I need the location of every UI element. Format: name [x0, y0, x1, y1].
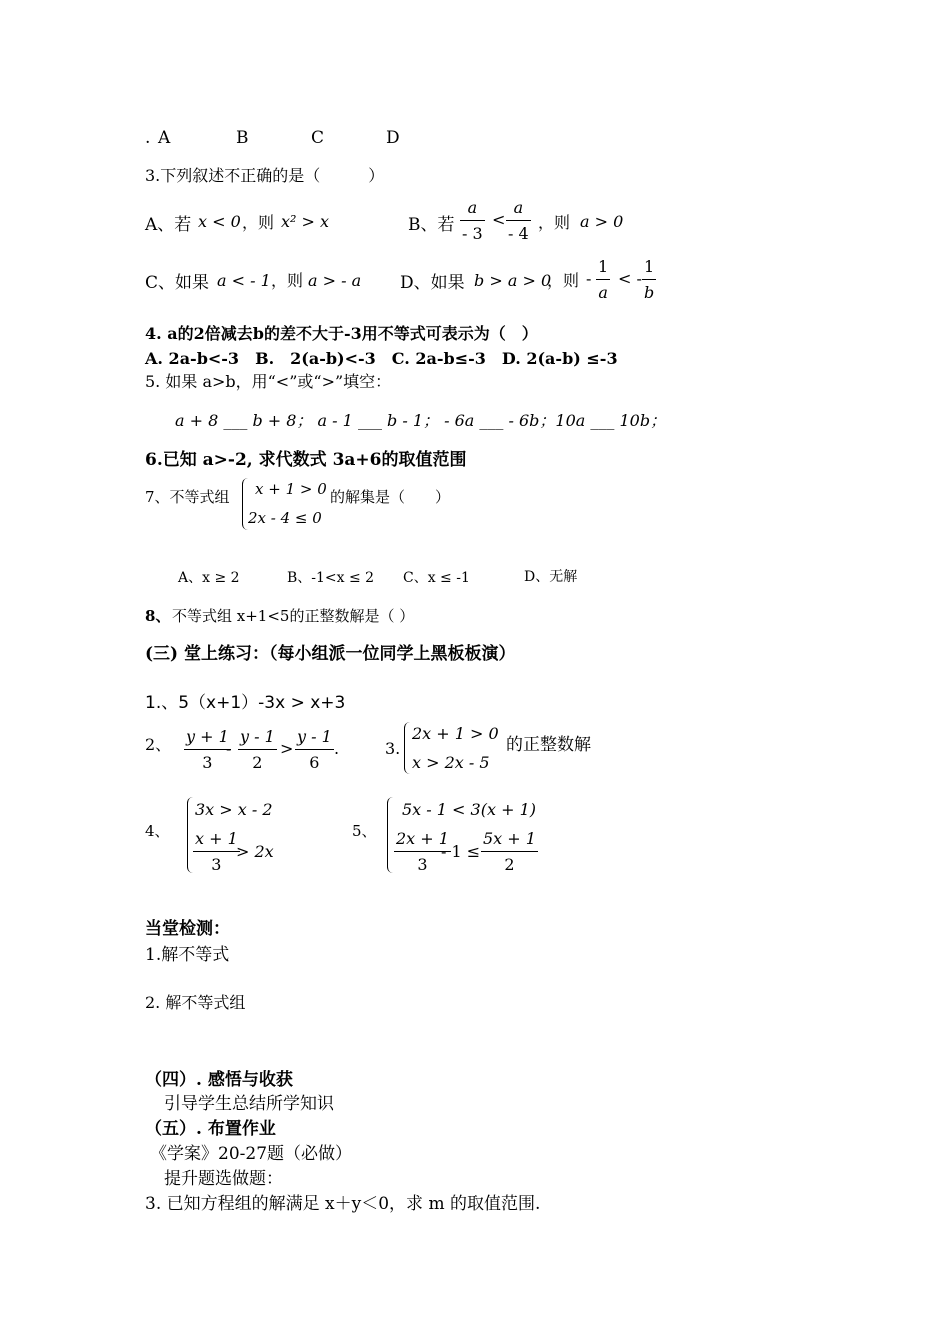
- exercise5-numerator-2: 5x + 1: [483, 829, 536, 848]
- q3-c-then: ，则: [271, 271, 304, 290]
- fraction-bar: [460, 220, 485, 221]
- section5-line2: 提升题选做题：: [164, 1169, 283, 1189]
- fraction-bar: [596, 279, 610, 280]
- q7-line1: x + 1 > 0: [255, 480, 327, 498]
- exercise4-fraction: [193, 829, 240, 874]
- q7-prefix: 7、不等式组: [145, 488, 230, 506]
- q3-b-fraction-2: [506, 198, 531, 243]
- q3-d-fraction-2: [642, 257, 656, 302]
- q3-b-denominator-2: - 4: [508, 224, 529, 243]
- q3-d-cond: b > a > 0: [474, 271, 552, 290]
- section4-body: 引导学生总结所学知识: [164, 1094, 334, 1114]
- q3-d-then: ，则: [547, 271, 580, 290]
- q3-a-prefix: A、若: [145, 215, 192, 235]
- q3-stem: 3.下列叙述不正确的是（ ）: [145, 166, 385, 185]
- options-dot: .: [145, 128, 151, 148]
- q7-option-d: D、无解: [524, 569, 578, 585]
- exercise2-label: 2、: [145, 735, 172, 754]
- q3-b-denominator-1: - 3: [462, 224, 483, 243]
- fraction-bar: [193, 851, 240, 852]
- q7-option-b: B、-1<x ≤ 2: [287, 570, 375, 586]
- exercise2-numerator-2: y - 1: [240, 727, 275, 746]
- exercise3-line2: x > 2x - 5: [412, 753, 490, 772]
- q3-b-fraction-1: [460, 198, 485, 243]
- check-item2: 2. 解不等式组: [145, 993, 246, 1012]
- section3-title: (三) 堂上练习：（每小组派一位同学上黑板板演）: [145, 644, 516, 664]
- option-c-label: C: [311, 128, 325, 148]
- section5-line1: 《学案》20-27题（必做）: [150, 1144, 353, 1164]
- q3-c-result: a > - a: [308, 271, 362, 290]
- q3-d-denominator-2: b: [644, 283, 655, 302]
- exercise5-fraction-2: [481, 829, 538, 874]
- exercise2-numerator-1: y + 1: [186, 727, 229, 746]
- exercise2-fraction-1: [184, 727, 231, 772]
- exercise2-op2: >: [280, 739, 294, 758]
- exercise4-numerator: x + 1: [195, 829, 238, 848]
- q7-suffix: 的解集是（ ）: [330, 488, 451, 506]
- q7-option-a: A、x ≥ 2: [178, 570, 240, 586]
- q3-d-fraction-1: [596, 257, 610, 302]
- option-a-label: A: [158, 128, 171, 148]
- q3-a-then: ，则: [242, 213, 275, 232]
- exercise5-numerator-1: 2x + 1: [396, 829, 449, 848]
- q3-b-numerator-1: a: [467, 198, 478, 217]
- exercise2-denominator-1: 3: [202, 753, 213, 772]
- q7-option-c: C、x ≤ -1: [403, 570, 470, 586]
- section5-line3: 3. 已知方程组的解满足 x＋y＜0，求 m 的取值范围.: [145, 1194, 541, 1214]
- exercise3-suffix: 的正整数解: [506, 735, 591, 755]
- q3-d-minus: -: [586, 269, 592, 288]
- fraction-bar: [506, 220, 531, 221]
- q3-d-less-than: < -: [618, 269, 642, 288]
- q3-a-cond: x < 0: [198, 212, 241, 231]
- q7-line2: 2x - 4 ≤ 0: [248, 509, 322, 527]
- q5-blanks: a + 8 ___ b + 8； a - 1 ___ b - 1； - 6a ___ - 6b；10a ___ 10b；: [175, 411, 667, 430]
- exercise2-end: .: [334, 739, 340, 758]
- q3-b-result: a > 0: [580, 212, 624, 231]
- q3-b-numerator-2: a: [513, 198, 524, 217]
- exercise2-fraction-3: [295, 727, 334, 772]
- q3-c-prefix: C、如果: [145, 273, 210, 293]
- q3-a-result: x² > x: [281, 212, 330, 231]
- q3-b-then: ，则: [538, 213, 571, 232]
- exercise3-label: 3.: [385, 739, 401, 758]
- fraction-bar: [481, 851, 538, 852]
- q4-stem: 4. a的2倍减去b的差不大于-3用不等式可表示为（ ）: [145, 324, 538, 343]
- check-item1: 1.解不等式: [145, 945, 230, 965]
- exercise5-denominator-2: 2: [504, 855, 515, 874]
- q5-stem: 5. 如果 a>b，用“<”或“>”填空：: [145, 372, 392, 391]
- q3-d-denominator-1: a: [598, 283, 608, 302]
- section4-title: （四）. 感悟与收获: [145, 1070, 293, 1090]
- exercise2-denominator-2: 2: [252, 753, 263, 772]
- section5-title: （五）. 布置作业: [145, 1119, 276, 1139]
- exercise2-op1: -: [226, 739, 232, 758]
- q8-number: 8、: [145, 607, 171, 625]
- q8-stem: 不等式组 x+1<5的正整数解是（ ）: [172, 607, 415, 625]
- q6-stem: 6.已知 a>-2, 求代数式 3a+6的取值范围: [145, 450, 467, 470]
- exercise5-mid: - 1 ≤: [441, 842, 481, 861]
- exercise2-numerator-3: y - 1: [297, 727, 332, 746]
- q3-d-numerator-1: 1: [598, 257, 609, 276]
- check-title: 当堂检测：: [145, 919, 230, 939]
- q3-c-cond: a < - 1: [217, 271, 271, 290]
- q3-d-prefix: D、如果: [400, 273, 465, 293]
- exercise2-denominator-3: 6: [309, 753, 320, 772]
- exercise5-line1: 5x - 1 < 3(x + 1): [402, 800, 536, 819]
- exercise4-label: 4、: [145, 822, 170, 840]
- exercise5-label: 5、: [352, 822, 377, 840]
- fraction-bar: [295, 749, 334, 750]
- exercise4-rest: > 2x: [236, 842, 274, 861]
- q3-b-less-than: <: [492, 210, 506, 229]
- exercise4-denominator: 3: [211, 855, 222, 874]
- exercise5-denominator-1: 3: [417, 855, 428, 874]
- exercise3-line1: 2x + 1 > 0: [412, 724, 499, 743]
- option-b-label: B: [236, 128, 249, 148]
- fraction-bar: [184, 749, 231, 750]
- q4-options: A. 2a-b<-3 B. 2(a-b)<-3 C. 2a-b≤-3 D. 2(a-b) ≤-3: [145, 349, 618, 368]
- exercise2-fraction-2: [238, 727, 277, 772]
- fraction-bar: [238, 749, 277, 750]
- q3-b-prefix: B、若: [408, 215, 455, 235]
- fraction-bar: [642, 279, 656, 280]
- q3-d-numerator-2: 1: [644, 257, 655, 276]
- option-d-label: D: [386, 128, 400, 148]
- exercise4-line1: 3x > x - 2: [195, 800, 273, 819]
- exercise1: 1.、5（x+1）-3x > x+3: [145, 693, 346, 713]
